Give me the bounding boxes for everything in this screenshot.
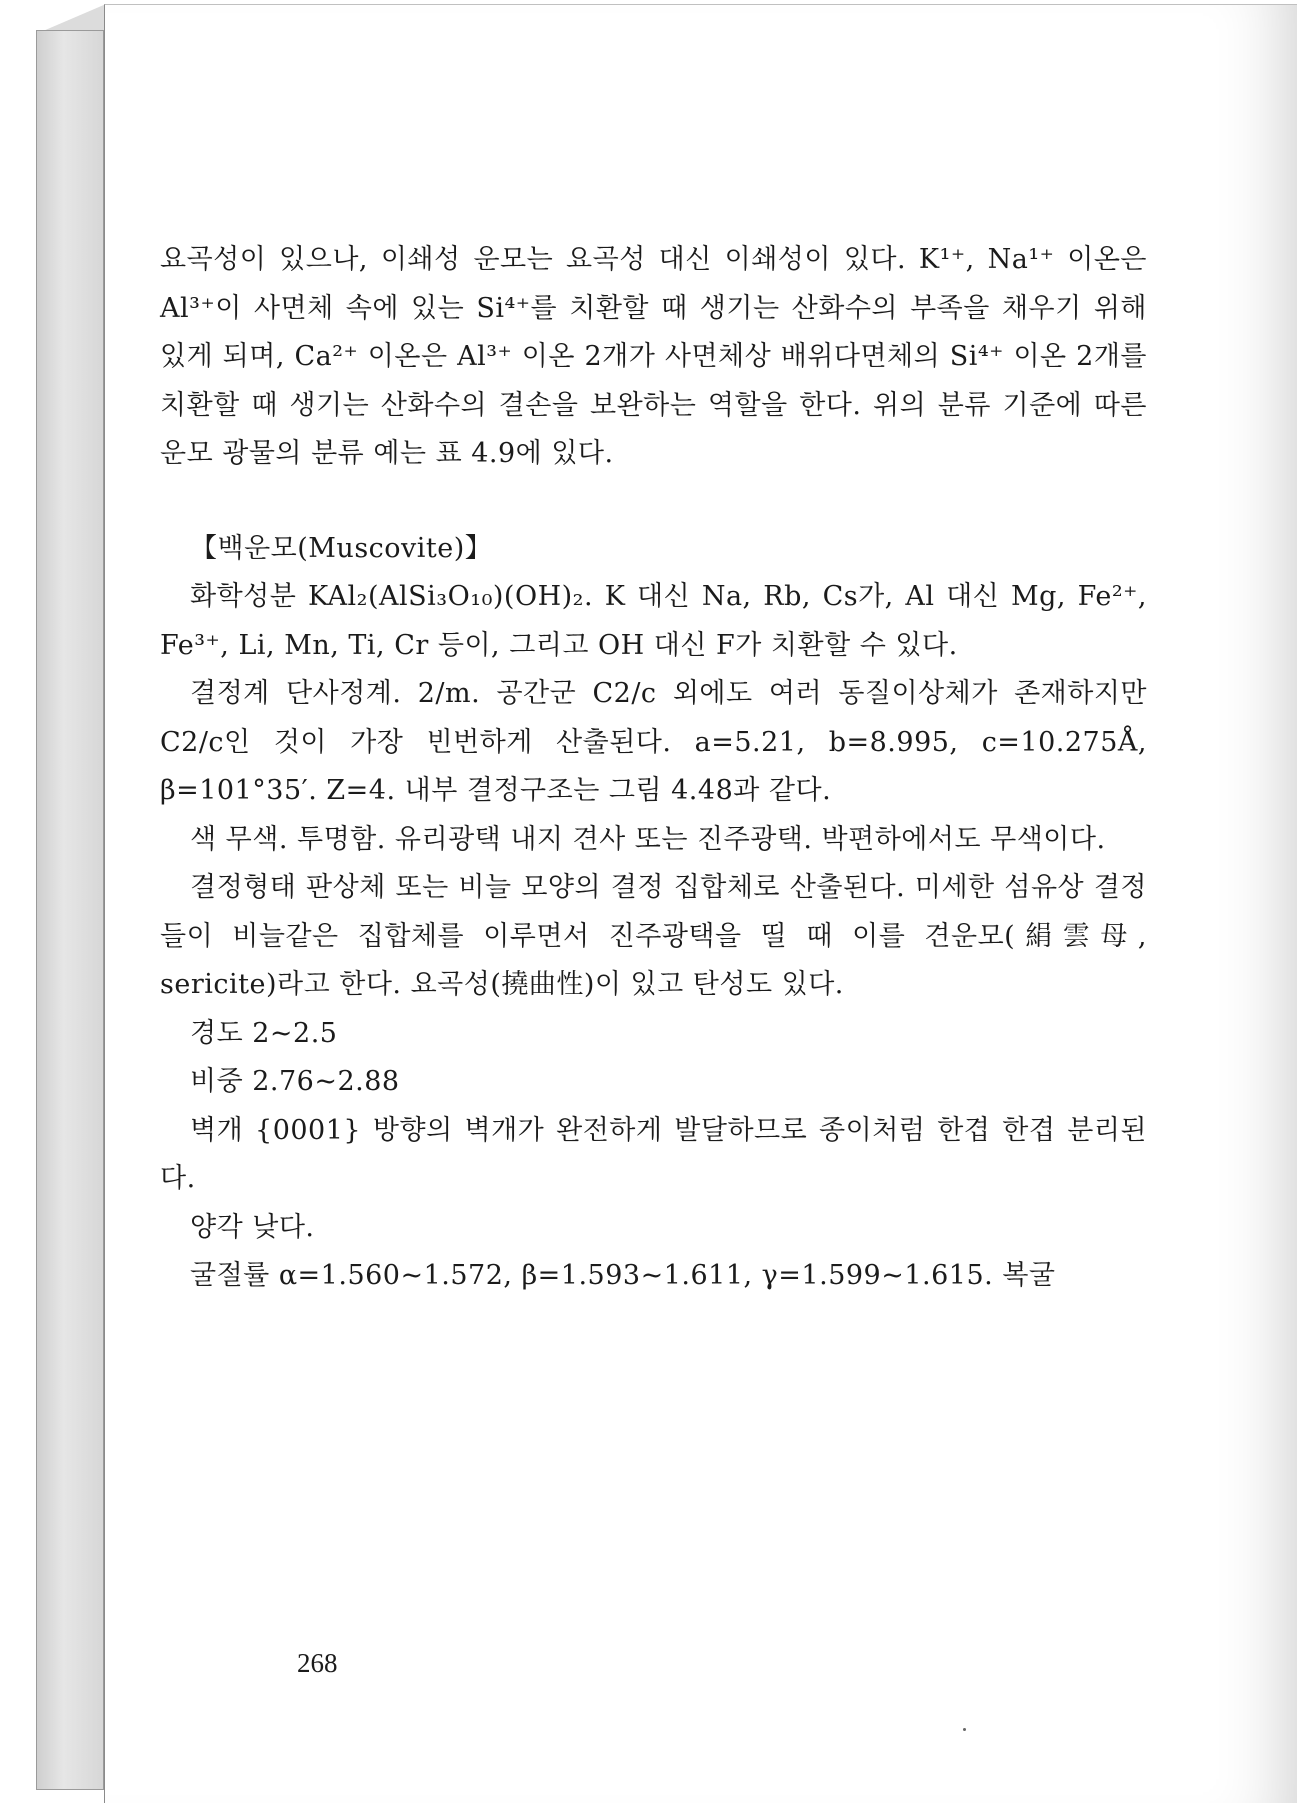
book-spine-edge xyxy=(36,30,104,1790)
paragraph-color: 색 무색. 투명함. 유리광택 내지 견사 또는 진주광택. 박편하에서도 무색이다. xyxy=(190,823,1106,855)
paragraph-intro: 요곡성이 있으나, 이쇄성 운모는 요곡성 대신 이쇄성이 있다. K¹⁺, Na¹⁺ 이온은 Al³⁺이 사면체 속에 있는 Si⁴⁺를 치환할 때 생기는 산화수의 부족을 채우기 위해 있게 되며, Ca²⁺ 이온은 Al³⁺ 이온 2개가 사면체상 배위다면체의 Si⁴⁺ 이온 2개를 치환할 때 생기는 산화수의 결손을 보완하는 역할을 한다. 위의 분류 기준에 따른 운모 광물의 분류 예는 표 4.9에 있다. xyxy=(160,244,1147,469)
paragraph-relief: 양각 낮다. xyxy=(190,1211,315,1243)
paragraph-crystal-form: 결정형태 판상체 또는 비늘 모양의 결정 집합체로 산출된다. 미세한 섬유상 결정들이 비늘같은 집합체를 이루면서 진주광택을 띨 때 이를 견운모(絹雲母, sericite)라고 한다. 요곡성(撓曲性)이 있고 탄성도 있다. xyxy=(160,872,1147,1000)
paragraph-crystal-system: 결정계 단사정계. 2/m. 공간군 C2/c 외에도 여러 동질이상체가 존재하지만 C2/c인 것이 가장 빈번하게 산출된다. a=5.21, b=8.995, c=10.275Å, β=101°35′. Z=4. 내부 결정구조는 그림 4.48과 같다. xyxy=(160,678,1147,806)
section-heading-muscovite: 【백운모(Muscovite)】 xyxy=(190,532,493,564)
paragraph-refractive-index: 굴절률 α=1.560~1.572, β=1.593~1.611, γ=1.599~1.615. 복굴 xyxy=(190,1260,1056,1291)
paragraph-hardness: 경도 2~2.5 xyxy=(190,1017,338,1049)
paragraph-cleavage: 벽개 {0001} 방향의 벽개가 완전하게 발달하므로 종이처럼 한겹 한겹 분리된다. xyxy=(160,1114,1147,1194)
page-number: 268 xyxy=(297,1648,338,1678)
paragraph-specific-gravity: 비중 2.76~2.88 xyxy=(190,1066,400,1097)
page-body-text xyxy=(160,236,1147,1301)
paragraph-chemical-composition: 화학성분 KAl₂(AlSi₃O₁₀)(OH)₂. K 대신 Na, Rb, Cs가, Al 대신 Mg, Fe²⁺, Fe³⁺, Li, Mn, Ti, Cr 등이, 그리고 OH 대신 F가 치환할 수 있다. xyxy=(160,581,1147,661)
scan-speck xyxy=(963,1728,966,1731)
